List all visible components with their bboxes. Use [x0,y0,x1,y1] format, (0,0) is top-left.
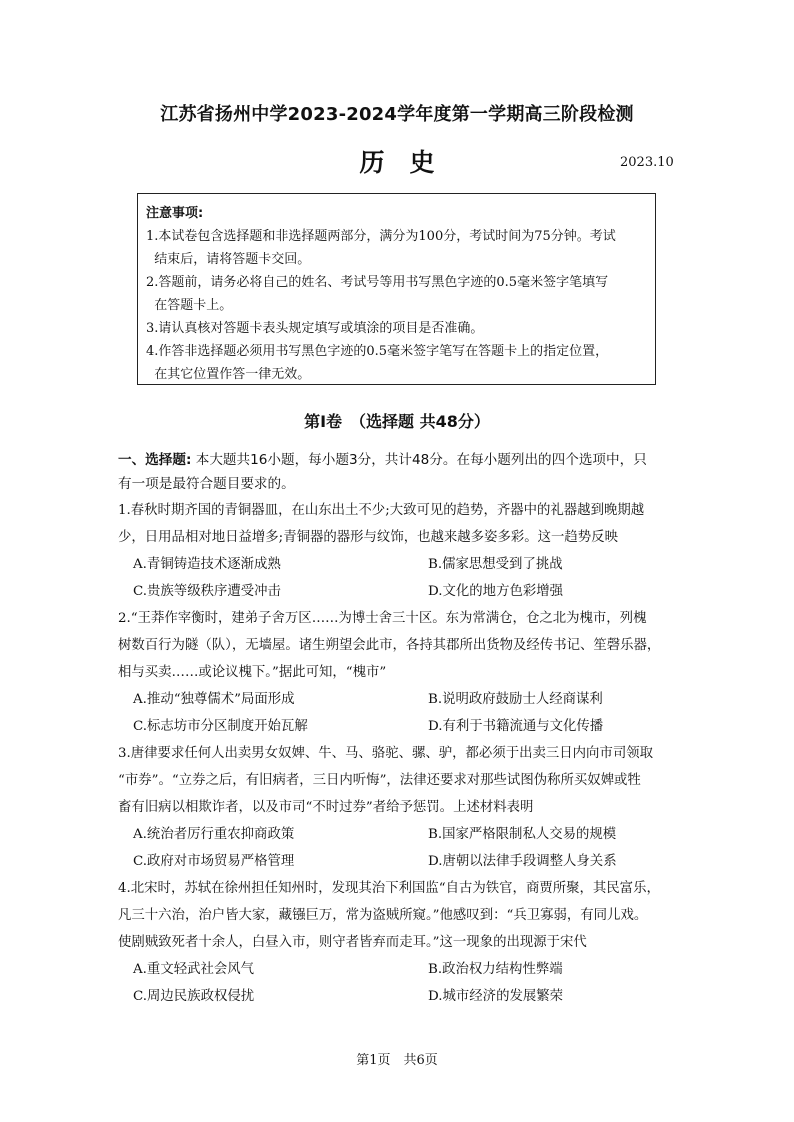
question-2-options-row-2 [118,713,698,740]
notice-box [137,193,656,385]
question-1-option-d[interactable]: D.文化的地方色彩增强 [428,584,564,599]
question-2-stem-line-3: 相与买卖……或论议槐下。”据此可知，“槐市” [118,665,387,680]
question-2-stem-line-2: 树数百行为隧（队），无墙屋。诸生朔望会此市，各持其郡所出货物及经传书记、笙磬乐器， [118,638,661,653]
question-1-stem-line-1: 1.春秋时期齐国的青铜器皿，在山东出土不少;大致可见的趋势，齐器中的礼器越到晚期越 [118,503,645,518]
question-2-option-a[interactable]: A.推动“独尊儒术”局面形成 [133,692,295,707]
question-4-option-b[interactable]: B.政治权力结构性弊端 [428,962,563,977]
question-2-option-b[interactable]: B.说明政府鼓励士人经商谋利 [428,692,603,707]
notice-item-4-line-2: 在其它位置作答一律无效。 [146,367,311,382]
notice-item-2-line-1: 2.答题前，请务必将自己的姓名、考试号等用书写黑色字迹的0.5毫米签字笔填写 [146,275,609,290]
question-3-options-row-1 [118,821,698,848]
notice-item-1-line-2: 结束后，请将答题卡交回。 [146,252,311,267]
question-2-stem-line-1: 2.“王莽作宰衡时，建弟子舍万区……为博士舍三十区。东为常满仓，仓之北为槐市，列槐 [118,611,647,626]
question-1 [118,497,698,605]
question-3-option-d[interactable]: D.唐朝以法律手段调整人身关系 [428,854,617,869]
question-3-stem-line-1: 3.唐律要求任何人出卖男女奴婢、牛、马、骆驼、骡、驴，都必须于出卖三日内向市司领取 [118,746,654,761]
question-4-option-c[interactable]: C.周边民族政权侵扰 [133,989,255,1004]
question-2-option-d[interactable]: D.有利于书籍流通与文化传播 [428,719,604,734]
question-1-option-a[interactable]: A.青铜铸造技术逐渐成熟 [133,557,281,572]
question-4-options-row-2 [118,983,698,1010]
question-2-options-row-1 [118,686,698,713]
question-1-stem-line-2: 少，日用品相对地日益增多;青铜器的器形与纹饰，也越来越多姿多彩。这一趋势反映 [118,530,618,545]
question-4-stem-line-3: 使剧贼致死者十余人，白昼入市，则守者皆弃而走耳。”这一现象的出现源于宋代 [118,935,587,950]
exam-title: 江苏省扬州中学2023-2024学年度第一学期高三阶段检测 [160,104,634,125]
part-instruction-line-2: 有一项是最符合题目要求的。 [118,476,295,492]
section-heading: 第Ⅰ卷 （选择题 共48分） [304,412,490,431]
question-2 [118,605,698,740]
question-3-option-b[interactable]: B.国家严格限制私人交易的规模 [428,827,617,842]
question-1-option-b[interactable]: B.儒家思想受到了挑战 [428,557,563,572]
notice-item-4-line-1: 4.作答非选择题必须用书写黑色字迹的0.5毫米签字笔写在答题卡上的指定位置， [146,344,609,359]
notice-title: 注意事项: [146,206,204,221]
question-3-stem-line-2: “市券”。“立券之后，有旧病者，三日内听悔”，法律还要求对那些试图伪称所买奴婢或牲 [118,773,641,788]
question-1-options-row-2 [118,578,698,605]
question-4-option-d[interactable]: D.城市经济的发展繁荣 [428,989,564,1004]
question-4-stem-line-1: 4.北宋时，苏轼在徐州担任知州时，发现其治下利国监“自古为铁官，商贾所聚，其民富乐， [118,881,660,896]
question-3-options-row-2 [118,848,698,875]
notice-item-2-line-2: 在答题卡上。 [146,298,233,313]
question-3-option-c[interactable]: C.政府对市场贸易严格管理 [133,854,295,869]
part-label: 一、选择题: [118,452,192,468]
question-1-options-row-1 [118,551,698,578]
part-instruction-line-1: 本大题共16小题，每小题3分，共计48分。在每小题列出的四个选项中，只 [191,452,647,468]
question-4-options-row-1 [118,956,698,983]
question-3-stem-line-3: 畜有旧病以相欺诈者，以及市司“不时过券”者给予惩罚。上述材料表明 [118,800,534,815]
question-4-option-a[interactable]: A.重文轻武社会风气 [133,962,255,977]
page-footer: 第1页 共6页 [356,1053,438,1068]
question-1-option-c[interactable]: C.贵族等级秩序遭受冲击 [133,584,281,599]
exam-date: 2023.10 [620,155,674,170]
question-4 [118,875,698,1010]
question-3-option-a[interactable]: A.统治者厉行重农抑商政策 [133,827,295,842]
question-list [118,497,698,1010]
question-3 [118,740,698,875]
question-4-stem-line-2: 凡三十六治，治户皆大家，藏镪巨万，常为盗贼所窥。”他感叹到：“兵卫寡弱，有同儿戏。 [118,908,648,923]
part-instructions [118,448,688,496]
question-2-option-c[interactable]: C.标志坊市分区制度开始瓦解 [133,719,308,734]
notice-item-1-line-1: 1.本试卷包含选择题和非选择题两部分，满分为100分，考试时间为75分钟。考试 [146,229,616,244]
notice-item-3-line-1: 3.请认真核对答题卡表头规定填写或填涂的项目是否准确。 [146,321,484,336]
subject-title: 历 史 [359,148,435,177]
